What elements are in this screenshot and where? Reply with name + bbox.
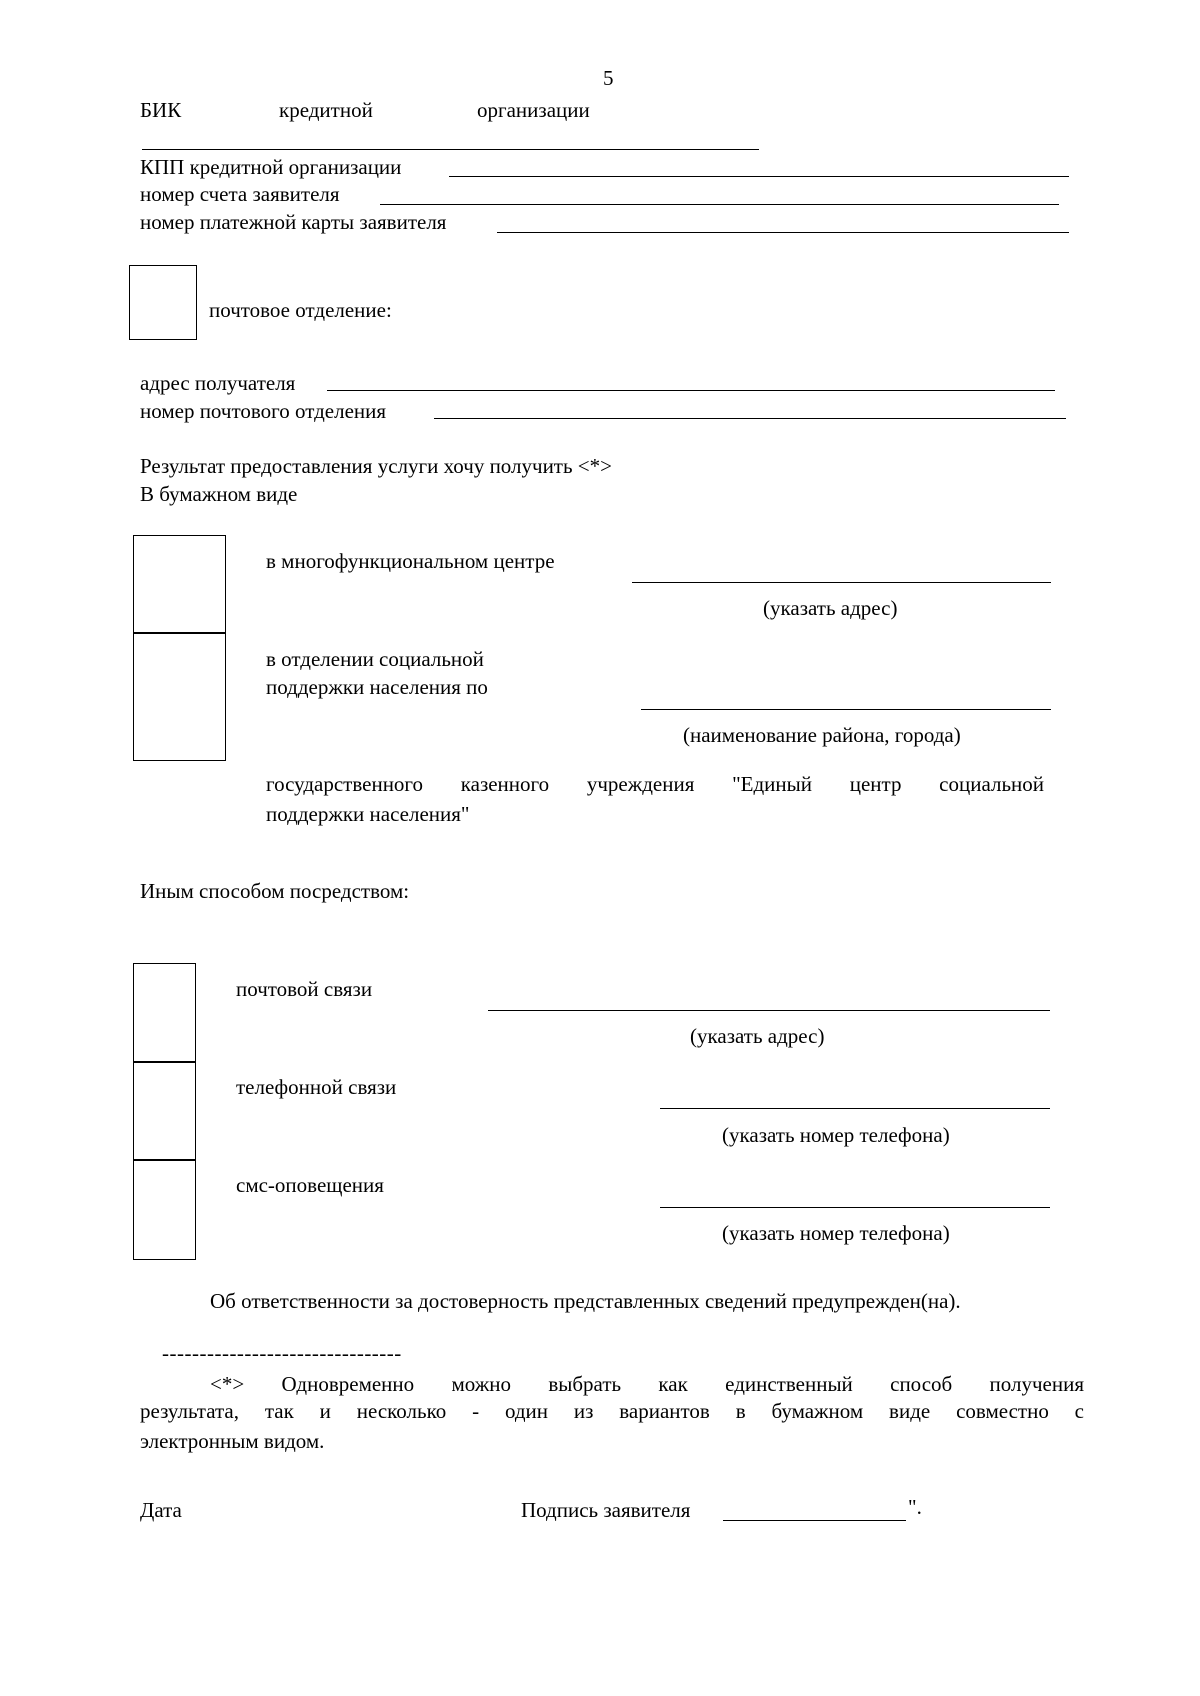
sms-checkbox[interactable] [133,1159,196,1260]
recipient-address-line[interactable] [327,390,1055,391]
footnote-separator: -------------------------------- [162,1341,402,1365]
kpp-field-line[interactable] [449,176,1069,177]
mfc-hint: (указать адрес) [763,596,898,620]
post-office-number-line[interactable] [434,418,1066,419]
social-office-district-line[interactable] [641,709,1051,710]
paper-heading: В бумажном виде [140,482,298,506]
sms-number-line[interactable] [660,1207,1050,1208]
mail-label: почтовой связи [236,977,373,1001]
institution-line-2: поддержки населения" [266,802,470,826]
signature-label: Подпись заявителя [521,1498,691,1522]
card-label: номер платежной карты заявителя [140,210,447,234]
post-office-number-label: номер почтового отделения [140,399,387,423]
social-office-hint: (наименование района, города) [683,723,961,747]
kpp-label: КПП кредитной организации [140,155,402,179]
mfc-label: в многофункциональном центре [266,549,555,573]
sms-label: смс-оповещения [236,1173,384,1197]
card-field-line[interactable] [497,232,1069,233]
responsibility-warning: Об ответственности за достоверность представленных сведений предупрежден(на). [210,1289,961,1313]
footnote-line-2: результата, так и несколько - один из вариантов в бумажном виде совместно с [140,1399,1084,1423]
mail-hint: (указать адрес) [690,1024,825,1048]
social-office-label-1: в отделении социальной [266,647,484,671]
result-heading: Результат предоставления услуги хочу получить <*> [140,454,612,478]
other-methods-heading: Иным способом посредством: [140,879,410,903]
social-office-label-2: поддержки населения по [266,675,488,699]
institution-line-1: государственного казенного учреждения "Единый центр социальной [266,772,1044,796]
bik-label-word3: организации [477,98,590,122]
bik-label: БИК [140,98,182,122]
recipient-address-label: адрес получателя [140,371,296,395]
mfc-address-line[interactable] [632,582,1051,583]
phone-checkbox[interactable] [133,1061,196,1161]
bik-field-line[interactable] [142,149,759,150]
date-label: Дата [140,1498,182,1522]
post-office-checkbox[interactable] [129,265,197,340]
mail-address-line[interactable] [488,1010,1050,1011]
page-number: 5 [603,66,614,90]
phone-number-line[interactable] [660,1108,1050,1109]
signature-line[interactable] [723,1520,906,1521]
mail-checkbox[interactable] [133,963,196,1063]
signature-end-quote: ". [908,1495,922,1519]
account-field-line[interactable] [380,204,1059,205]
account-label: номер счета заявителя [140,182,340,206]
footnote-line-1: <*> Одновременно можно выбрать как единственный способ получения [210,1372,1084,1396]
footnote-line-3: электронным видом. [140,1429,325,1453]
phone-hint: (указать номер телефона) [722,1123,950,1147]
sms-hint: (указать номер телефона) [722,1221,950,1245]
bik-label-word2: кредитной [279,98,373,122]
phone-label: телефонной связи [236,1075,397,1099]
post-office-label: почтовое отделение: [209,298,392,322]
mfc-checkbox[interactable] [133,535,226,634]
social-office-checkbox[interactable] [133,632,226,761]
